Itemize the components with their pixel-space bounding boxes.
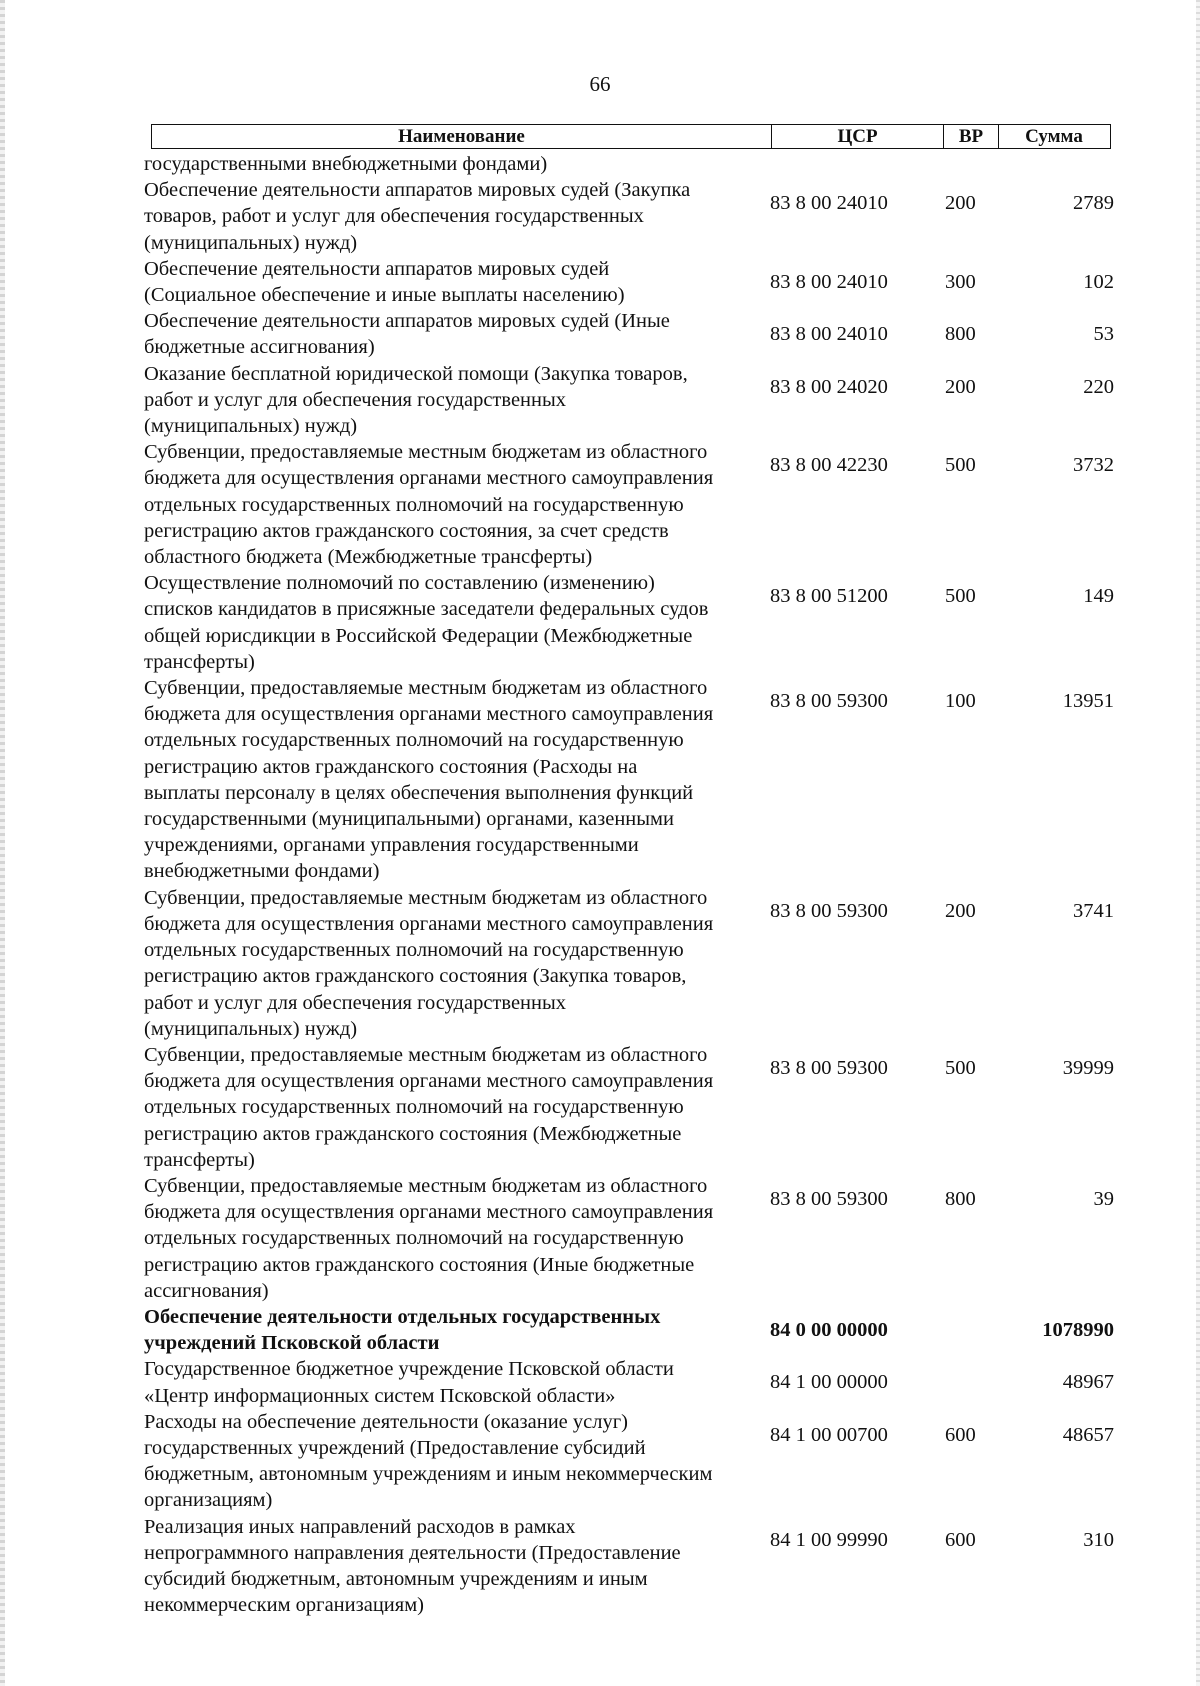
- row-sum: 3741: [1073, 899, 1114, 922]
- row-name: [144, 1409, 764, 1514]
- row-vr: 100: [945, 690, 976, 713]
- row-name: [144, 308, 764, 360]
- row-name-line: регистрацию актов гражданского состояния (Иные бюджетные: [144, 1253, 695, 1276]
- row-name-line: Обеспечение деятельности аппаратов мировых судей: [144, 257, 610, 280]
- row-csr: 84 0 00 00000: [770, 1318, 888, 1341]
- row-name-line: работ и услуг для обеспечения государственных: [144, 991, 567, 1014]
- row-vr: [924, 151, 1005, 177]
- row-name-line: бюджета для осуществления органами местного самоуправления: [144, 703, 714, 726]
- row-name-line: Субвенции, предоставляемые местным бюджетам из областного: [144, 886, 708, 909]
- row-name-line: субсидий бюджетным, автономным учреждениям и иным: [144, 1567, 648, 1590]
- row-name: [144, 256, 764, 308]
- table-header: [151, 124, 1111, 149]
- row-name-line: бюджета для осуществления органами местного самоуправления: [144, 1201, 714, 1224]
- row-csr: 83 8 00 24020: [770, 375, 888, 398]
- table-row: [144, 1042, 1114, 1173]
- row-name-line: отдельных государственных полномочий на государственную: [144, 1096, 684, 1119]
- table-row: [144, 151, 1114, 177]
- row-csr: 83 8 00 59300: [770, 1187, 888, 1210]
- row-name: [144, 1173, 764, 1304]
- row-name: [144, 1304, 764, 1356]
- row-csr: 84 1 00 00000: [770, 1371, 888, 1394]
- table-row: [144, 439, 1114, 570]
- row-vr: [924, 1317, 1005, 1356]
- row-vr: 300: [945, 270, 976, 293]
- row-vr: 800: [945, 323, 976, 346]
- table-row: [144, 1514, 1114, 1619]
- row-name-line: организациям): [144, 1489, 273, 1512]
- row-name: [144, 885, 764, 1042]
- row-name: [144, 1042, 764, 1173]
- row-name-line: Субвенции, предоставляемые местным бюджетам из областного: [144, 441, 708, 464]
- row-name-line: «Центр информационных систем Псковской области»: [144, 1384, 616, 1407]
- row-name-line: областного бюджета (Межбюджетные трансферты): [144, 546, 593, 569]
- row-sum: 1078990: [1042, 1318, 1114, 1341]
- row-vr: 200: [945, 899, 976, 922]
- row-name-line: трансферты): [144, 650, 255, 673]
- row-name-line: ассигнования): [144, 1279, 269, 1302]
- row-name-line: (муниципальных) нужд): [144, 415, 358, 438]
- scan-edge-right: [1196, 0, 1200, 1686]
- row-name-line: Осуществление полномочий по составлению (изменению): [144, 572, 655, 595]
- row-vr: [924, 1369, 1005, 1408]
- table-row: [144, 361, 1114, 440]
- row-name-line: государственными (муниципальными) органами, казенными: [144, 808, 674, 831]
- row-name: [144, 151, 764, 177]
- row-name-line: Обеспечение деятельности аппаратов мировых судей (Закупка: [144, 179, 691, 202]
- row-csr: [764, 151, 924, 177]
- table-row: [144, 675, 1114, 885]
- row-name-line: государственными внебюджетными фондами): [144, 153, 548, 175]
- row-sum: 102: [1083, 270, 1114, 293]
- row-name-line: Субвенции, предоставляемые местным бюджетам из областного: [144, 1174, 708, 1197]
- row-name-line: Субвенции, предоставляемые местным бюджетам из областного: [144, 677, 708, 700]
- row-name-line: списков кандидатов в присяжные заседатели федеральных судов: [144, 598, 709, 621]
- table-row: [144, 570, 1114, 675]
- row-name-line: товаров, работ и услуг для обеспечения государственных: [144, 205, 644, 228]
- row-sum: 13951: [1062, 690, 1114, 713]
- row-name-line: бюджетным, автономным учреждениям и иным некоммерческим: [144, 1463, 713, 1486]
- row-sum: 39: [1093, 1187, 1114, 1210]
- row-csr: 84 1 00 99990: [770, 1528, 888, 1551]
- row-name-line: Субвенции, предоставляемые местным бюджетам из областного: [144, 1043, 708, 1066]
- row-name-line: (муниципальных) нужд): [144, 1017, 358, 1040]
- row-name-line: бюджета для осуществления органами местного самоуправления: [144, 467, 714, 490]
- row-name-line: учреждениями, органами управления государственными: [144, 834, 639, 857]
- row-sum: 149: [1083, 585, 1114, 608]
- row-name-line: отдельных государственных полномочий на государственную: [144, 939, 684, 962]
- row-name: [144, 1514, 764, 1619]
- row-name-line: Обеспечение деятельности аппаратов мировых судей (Иные: [144, 310, 670, 333]
- row-vr: 500: [945, 454, 976, 477]
- row-sum: 48657: [1062, 1423, 1114, 1446]
- row-name-line: регистрацию актов гражданского состояния (Закупка товаров,: [144, 965, 687, 988]
- row-name-line: Государственное бюджетное учреждение Псковской области: [144, 1358, 674, 1381]
- row-name-line: регистрацию актов гражданского состояния, за счет средств: [144, 519, 669, 542]
- row-name-line: бюджета для осуществления органами местного самоуправления: [144, 1070, 714, 1093]
- table-row: [144, 177, 1114, 256]
- scan-edge-left: [0, 0, 5, 1686]
- row-csr: 83 8 00 59300: [770, 1056, 888, 1079]
- row-name: [144, 1356, 764, 1408]
- row-vr: 600: [945, 1423, 976, 1446]
- row-sum: 2789: [1073, 192, 1114, 215]
- table-row: [144, 256, 1114, 308]
- header-name: Наименование: [152, 125, 772, 148]
- row-name-line: Обеспечение деятельности отдельных государственных: [144, 1305, 661, 1328]
- table-row: [144, 885, 1114, 1042]
- row-name-line: работ и услуг для обеспечения государственных: [144, 388, 567, 411]
- row-name-line: отдельных государственных полномочий на государственную: [144, 493, 684, 516]
- row-name-line: Расходы на обеспечение деятельности (оказание услуг): [144, 1410, 628, 1433]
- row-name-line: учреждений Псковской области: [144, 1332, 440, 1355]
- page-number: 66: [589, 72, 611, 96]
- header-sum: Сумма: [1025, 126, 1083, 147]
- header-csr: ЦСР: [772, 125, 944, 148]
- row-csr: 83 8 00 59300: [770, 899, 888, 922]
- table-row: [144, 1409, 1114, 1514]
- row-name-line: отдельных государственных полномочий на государственную: [144, 1227, 684, 1250]
- table-body: [144, 151, 1114, 1618]
- row-vr: 200: [945, 192, 976, 215]
- row-csr: 83 8 00 59300: [770, 690, 888, 713]
- row-name-line: Оказание бесплатной юридической помощи (Закупка товаров,: [144, 362, 688, 385]
- row-name-line: Реализация иных направлений расходов в рамках: [144, 1515, 576, 1538]
- row-csr: 83 8 00 24010: [770, 270, 888, 293]
- row-name: [144, 361, 764, 440]
- table-row: [144, 308, 1114, 360]
- row-sum: 220: [1083, 375, 1114, 398]
- row-name-line: (Социальное обеспечение и иные выплаты населению): [144, 284, 625, 307]
- row-name-line: государственных учреждений (Предоставление субсидий: [144, 1436, 646, 1459]
- row-name: [144, 177, 764, 256]
- row-sum: 3732: [1073, 454, 1114, 477]
- header-vr: ВР: [944, 125, 999, 148]
- table-row: [144, 1356, 1114, 1408]
- row-name-line: регистрацию актов гражданского состояния (Расходы на: [144, 755, 638, 778]
- row-sum: 39999: [1062, 1056, 1114, 1079]
- row-sum: [1005, 151, 1114, 177]
- row-csr: 84 1 00 00700: [770, 1423, 888, 1446]
- row-name-line: трансферты): [144, 1148, 255, 1171]
- row-csr: 83 8 00 24010: [770, 323, 888, 346]
- row-name-line: бюджета для осуществления органами местного самоуправления: [144, 912, 714, 935]
- row-sum: 48967: [1062, 1371, 1114, 1394]
- row-sum: 53: [1093, 323, 1114, 346]
- row-name: [144, 675, 764, 885]
- row-vr: 800: [945, 1187, 976, 1210]
- table-row: [144, 1304, 1114, 1356]
- row-vr: 500: [945, 585, 976, 608]
- row-vr: 600: [945, 1528, 976, 1551]
- row-name: [144, 570, 764, 675]
- row-name-line: общей юрисдикции в Российской Федерации (Межбюджетные: [144, 624, 693, 647]
- table-row: [144, 1173, 1114, 1304]
- row-name-line: внебюджетными фондами): [144, 860, 380, 883]
- row-name-line: непрограммного направления деятельности (Предоставление: [144, 1541, 681, 1564]
- row-vr: 500: [945, 1056, 976, 1079]
- row-csr: 83 8 00 24010: [770, 192, 888, 215]
- row-name-line: отдельных государственных полномочий на государственную: [144, 729, 684, 752]
- row-name-line: бюджетные ассигнования): [144, 336, 375, 359]
- row-name: [144, 439, 764, 570]
- row-name-line: выплаты персоналу в целях обеспечения выполнения функций: [144, 781, 694, 804]
- row-sum: 310: [1083, 1528, 1114, 1551]
- row-csr: 83 8 00 51200: [770, 585, 888, 608]
- row-name-line: регистрацию актов гражданского состояния (Межбюджетные: [144, 1122, 682, 1145]
- row-csr: 83 8 00 42230: [770, 454, 888, 477]
- row-name-line: некоммерческим организациям): [144, 1594, 424, 1617]
- row-vr: 200: [945, 375, 976, 398]
- row-name-line: (муниципальных) нужд): [144, 231, 358, 254]
